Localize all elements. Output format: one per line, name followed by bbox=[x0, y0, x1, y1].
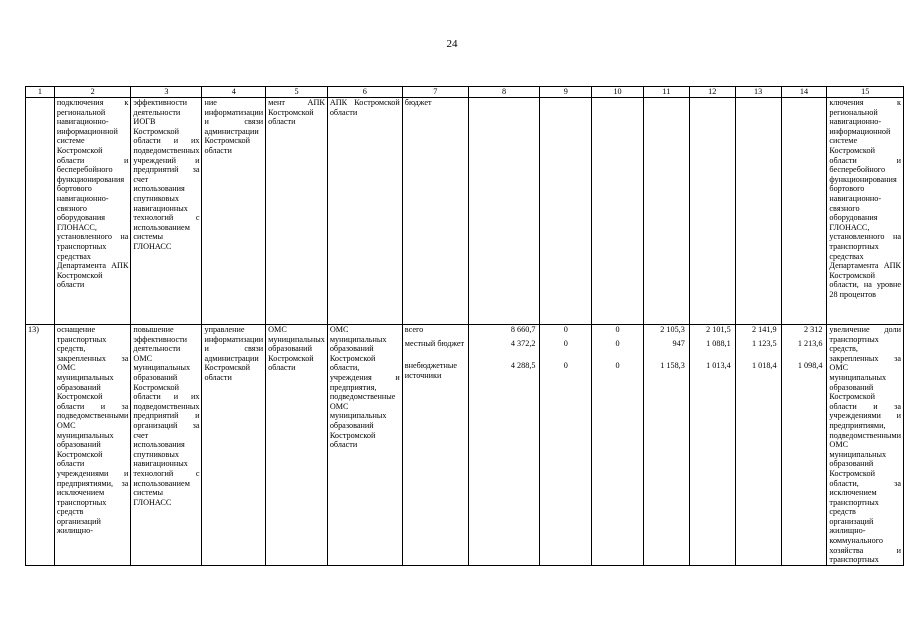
value-extra: 4 288,5 bbox=[510, 361, 536, 370]
value-cell bbox=[735, 98, 781, 325]
participant-cell: ОМС муниципальных образований Костромской области, учреждения и предприятия, подведомственные ОМС муниципальных образований Костромской области bbox=[327, 325, 402, 566]
value-total: 2 141,9 bbox=[751, 325, 777, 334]
value-cell bbox=[643, 98, 689, 325]
value-cell bbox=[540, 325, 592, 566]
value-total: 2 312 bbox=[804, 325, 823, 334]
row-number-cell bbox=[26, 98, 55, 325]
header-cell: 10 bbox=[592, 87, 644, 98]
row-number-cell: 13) bbox=[26, 325, 55, 566]
goal-cell: эффективности деятельности ИОГВ Костромской области и их подведомственных учреждений и предприятий за счет использования спутниковых навигационных технологий с использованием системы ГЛОНАСС bbox=[131, 98, 202, 325]
header-cell: 11 bbox=[643, 87, 689, 98]
value-extra: 1 013,4 bbox=[706, 361, 731, 370]
header-cell: 6 bbox=[327, 87, 402, 98]
value-local: 1 213,6 bbox=[797, 339, 823, 348]
value-local: 1 088,1 bbox=[706, 339, 731, 348]
source-cell: бюджет bbox=[402, 98, 468, 325]
header-cell: 7 bbox=[402, 87, 468, 98]
value-cell bbox=[592, 325, 644, 566]
value-local: 0 bbox=[563, 339, 568, 348]
value-extra: 0 bbox=[615, 361, 620, 370]
header-row bbox=[26, 87, 904, 98]
measure-name-cell: оснащение транспортных средств, закрепленных за ОМС муниципальных образований Костромской области и за подведомственными ОМС муниципальных образований Костромской области учреждениями и предприятиями, за исключением транспортных средств организаций жилищно- bbox=[54, 325, 131, 566]
value-extra: 0 bbox=[563, 361, 568, 370]
value-local: 0 bbox=[615, 339, 620, 348]
table-row bbox=[26, 98, 904, 325]
value-cell bbox=[643, 325, 689, 566]
measure-name-cell: подключения к региональной навигационно-информационной системе Костромской области и бесперебойного функционирования бортового навигационно-связного оборудования ГЛОНАСС, установленного на транспортных средствах Департамента АПК Костромской области bbox=[54, 98, 131, 325]
value-local: 947 bbox=[672, 339, 685, 348]
value-extra: 1 158,3 bbox=[660, 361, 685, 370]
value-local: 1 123,5 bbox=[751, 339, 777, 348]
header-cell: 13 bbox=[735, 87, 781, 98]
value-cell bbox=[781, 325, 827, 566]
header-cell: 4 bbox=[202, 87, 266, 98]
header-cell: 15 bbox=[827, 87, 904, 98]
value-total: 2 101,5 bbox=[706, 325, 731, 334]
executor-cell: мент АПК Костромской области bbox=[266, 98, 328, 325]
value-total: 0 bbox=[615, 325, 620, 334]
value-total: 8 660,7 bbox=[510, 325, 536, 334]
value-local: 4 372,2 bbox=[510, 339, 536, 348]
result-cell: увеличение доли транспортных средств, закрепленных за ОМС муниципальных образований Костромской области и за учреждениями и предприятиями, подведомственными ОМС муниципальных образований Костромской области, за исключением транспортных средств организаций жилищно-коммунального хозяйства и транспортных bbox=[827, 325, 904, 566]
goal-cell: повышение эффективности деятельности ОМС муниципальных образований Костромской области и их подведомственных предприятий и организаций за счет использования спутниковых навигационных технологий с использованием системы ГЛОНАСС bbox=[131, 325, 202, 566]
value-cell bbox=[781, 98, 827, 325]
source-extrabudget: внебюджетные источники bbox=[404, 361, 457, 380]
value-total: 2 105,3 bbox=[660, 325, 685, 334]
value-cell bbox=[540, 98, 592, 325]
source-local-budget: местный бюджет bbox=[404, 339, 465, 348]
source-cell bbox=[402, 325, 468, 566]
header-cell: 5 bbox=[266, 87, 328, 98]
participant-cell: АПК Костромской области bbox=[327, 98, 402, 325]
header-cell: 1 bbox=[26, 87, 55, 98]
header-cell: 12 bbox=[689, 87, 735, 98]
value-cell bbox=[689, 98, 735, 325]
value-extra: 1 098,4 bbox=[797, 361, 823, 370]
value-cell bbox=[689, 325, 735, 566]
program-table bbox=[25, 86, 904, 566]
value-cell bbox=[735, 325, 781, 566]
result-cell: ключения к региональной навигационно-информационной системе Костромской области и бесперебойного функционирования бортового навигационно-связного оборудования ГЛОНАСС, установленного на транспортных средствах Департамента АПК Костромской области, на уровне 28 процентов bbox=[827, 98, 904, 325]
value-cell bbox=[468, 325, 540, 566]
header-cell: 3 bbox=[131, 87, 202, 98]
value-cell bbox=[468, 98, 540, 325]
header-cell: 2 bbox=[54, 87, 131, 98]
header-cell: 14 bbox=[781, 87, 827, 98]
coordinator-cell: ние информатизации и связи администрации Костромской области bbox=[202, 98, 266, 325]
table-row bbox=[26, 325, 904, 566]
header-cell: 9 bbox=[540, 87, 592, 98]
coordinator-cell: управление информатизации и связи администрации Костромской области bbox=[202, 325, 266, 566]
value-extra: 1 018,4 bbox=[751, 361, 777, 370]
value-cell bbox=[592, 98, 644, 325]
value-total: 0 bbox=[563, 325, 568, 334]
executor-cell: ОМС муниципальных образований Костромской области bbox=[266, 325, 328, 566]
source-total: всего bbox=[404, 325, 424, 334]
header-cell: 8 bbox=[468, 87, 540, 98]
page-number: 24 bbox=[446, 38, 458, 50]
